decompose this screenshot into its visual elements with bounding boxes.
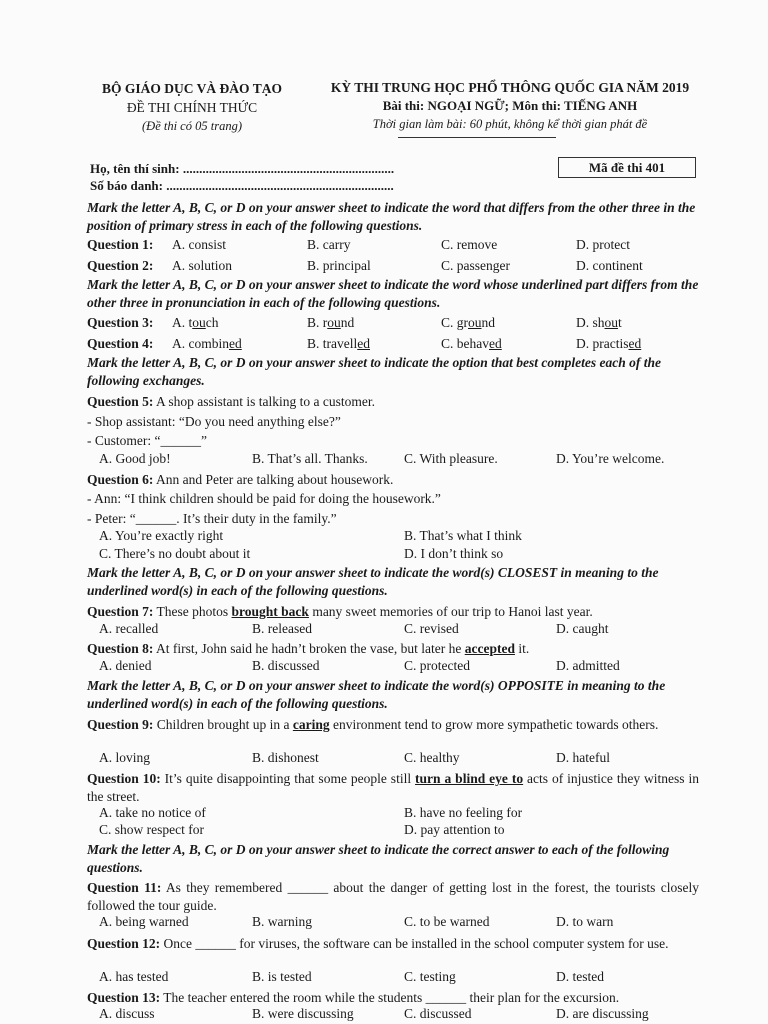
question-7: Question 7: These photos brought back many sweet memories of our trip to Hanoi last year.: [87, 604, 593, 619]
q6-option-c: C. There’s no doubt about it: [99, 546, 251, 561]
q3-option-a: A. touch: [172, 315, 219, 330]
question-6: Question 6: Ann and Peter are talking about housework.: [87, 472, 394, 487]
question-8: Question 8: At first, John said he hadn’t broken the vase, but later he accepted it.: [87, 641, 530, 656]
q5-option-b: B. That’s all. Thanks.: [252, 451, 368, 466]
q11-option-b: B. warning: [252, 914, 312, 929]
q8-option-a: A. denied: [99, 658, 152, 673]
q4-option-d: D. practised: [576, 336, 642, 351]
question-5-dialogue-1: - Shop assistant: “Do you need anything else?”: [87, 414, 341, 429]
question-2-label: Question 2:: [87, 258, 154, 273]
q4-option-b: B. travelled: [307, 336, 370, 351]
instruction-stress: Mark the letter A, B, C, or D on your answer sheet to indicate the word that differs from the other three in the position of primary stress in each of the following questions.: [87, 200, 696, 233]
q8-option-b: B. discussed: [252, 658, 320, 673]
exam-subject: Bài thi: NGOẠI NGỮ; Môn thi: TIẾNG ANH: [382, 98, 638, 113]
q7-option-a: A. recalled: [99, 621, 159, 636]
q13-option-d: D. are discussing: [556, 1006, 649, 1021]
question-10: Question 10: It’s quite disappointing that some people still turn a blind eye to acts of injustice they witness in the street.: [87, 771, 700, 804]
instruction-exchanges: Mark the letter A, B, C, or D on your answer sheet to indicate the option that best completes each of the following exchanges.: [87, 355, 662, 388]
q10-option-b: B. have no feeling for: [404, 805, 523, 820]
q5-option-a: A. Good job!: [99, 451, 171, 466]
header-rule: [398, 137, 556, 138]
q13-option-b: B. were discussing: [252, 1006, 354, 1021]
q1-option-a: A. consist: [172, 237, 226, 252]
candidate-info: [90, 160, 394, 194]
q12-option-c: C. testing: [404, 969, 456, 984]
q4-option-a: A. combined: [172, 336, 242, 351]
instruction-opposite: Mark the letter A, B, C, or D on your answer sheet to indicate the word(s) OPPOSITE in meaning to the underlined word(s) in each of the following questions.: [87, 678, 666, 711]
q3-option-b: B. round: [307, 315, 355, 330]
q3-option-d: D. shout: [576, 315, 622, 330]
q2-option-d: D. continent: [576, 258, 643, 273]
q8-option-c: C. protected: [404, 658, 470, 673]
instruction-pronunciation: Mark the letter A, B, C, or D on your answer sheet to indicate the word whose underlined part differs from the other three in pronunciation in each of the following questions.: [87, 277, 699, 310]
q13-option-a: A. discuss: [99, 1006, 155, 1021]
q6-option-d: D. I don’t think so: [404, 546, 504, 561]
instruction-closest: Mark the letter A, B, C, or D on your answer sheet to indicate the word(s) CLOSEST in meaning to the underlined word(s) in each of the following questions.: [87, 565, 659, 598]
q6-option-a: A. You’re exactly right: [99, 528, 224, 543]
question-12: Question 12: Once ______ for viruses, the software can be installed in the school computer system for use.: [87, 936, 669, 951]
exam-code-box: Mã đề thi 401: [558, 157, 696, 178]
question-6-dialogue-2: - Peter: “______. It’s their duty in the family.”: [87, 511, 337, 526]
q10-option-c: C. show respect for: [99, 822, 204, 837]
question-5: Question 5: A shop assistant is talking to a customer.: [87, 394, 376, 409]
q7-option-d: D. caught: [556, 621, 609, 636]
question-6-dialogue-1: - Ann: “I think children should be paid for doing the housework.”: [87, 491, 441, 506]
q4-option-c: C. behaved: [441, 336, 502, 351]
q9-option-d: D. hateful: [556, 750, 610, 765]
q2-option-c: C. passenger: [441, 258, 510, 273]
q9-option-b: B. dishonest: [252, 750, 319, 765]
ministry-name: BỘ GIÁO DỤC VÀ ĐÀO TẠO: [102, 81, 282, 96]
q5-option-c: C. With pleasure.: [404, 451, 498, 466]
q7-option-c: C. revised: [404, 621, 459, 636]
exam-title: KỲ THI TRUNG HỌC PHỔ THÔNG QUỐC GIA NĂM 2019: [330, 80, 690, 95]
question-13: Question 13: The teacher entered the room while the students ______ their plan for the excursion.: [87, 990, 620, 1005]
question-9: Question 9: Children brought up in a caring environment tend to grow more sympathetic towards others.: [87, 717, 659, 732]
q11-option-a: A. being warned: [99, 914, 189, 929]
q11-option-c: C. to be warned: [404, 914, 490, 929]
question-5-dialogue-2: - Customer: “______”: [87, 433, 207, 448]
question-11: Question 11: As they remembered ______ about the danger of getting lost in the forest, the tourists closely followed the tour guide.: [87, 880, 699, 913]
q10-option-d: D. pay attention to: [404, 822, 505, 837]
q12-option-a: A. has tested: [99, 969, 169, 984]
q1-option-c: C. remove: [441, 237, 498, 252]
official-label: ĐỀ THI CHÍNH THỨC: [126, 100, 258, 115]
q11-option-d: D. to warn: [556, 914, 614, 929]
q9-option-c: C. healthy: [404, 750, 460, 765]
q13-option-c: C. discussed: [404, 1006, 472, 1021]
exam-time: Thời gian làm bài: 60 phút, không kể thời gian phát đề: [372, 117, 648, 131]
q10-option-a: A. take no notice of: [99, 805, 206, 820]
header-left: [92, 79, 292, 136]
header-right: [300, 79, 720, 133]
q12-option-d: D. tested: [556, 969, 604, 984]
q9-option-a: A. loving: [99, 750, 151, 765]
instruction-correct: Mark the letter A, B, C, or D on your answer sheet to indicate the correct answer to each of the following questions.: [87, 842, 670, 875]
pages-note: (Đề thi có 05 trang): [142, 119, 242, 133]
q12-option-b: B. is tested: [252, 969, 312, 984]
q1-option-b: B. carry: [307, 237, 351, 252]
question-4-label: Question 4:: [87, 336, 154, 351]
q3-option-c: C. ground: [441, 315, 495, 330]
q1-option-d: D. protect: [576, 237, 630, 252]
question-1-label: Question 1:: [87, 237, 154, 252]
q2-option-a: A. solution: [172, 258, 233, 273]
q7-option-b: B. released: [252, 621, 312, 636]
candidate-name-line: Họ, tên thí sinh: .................................................................: [90, 161, 395, 176]
q5-option-d: D. You’re welcome.: [556, 451, 665, 466]
candidate-id-line: Số báo danh: ......................................................................: [90, 178, 394, 193]
q8-option-d: D. admitted: [556, 658, 620, 673]
question-3-label: Question 3:: [87, 315, 154, 330]
q6-option-b: B. That’s what I think: [404, 528, 522, 543]
q2-option-b: B. principal: [307, 258, 371, 273]
